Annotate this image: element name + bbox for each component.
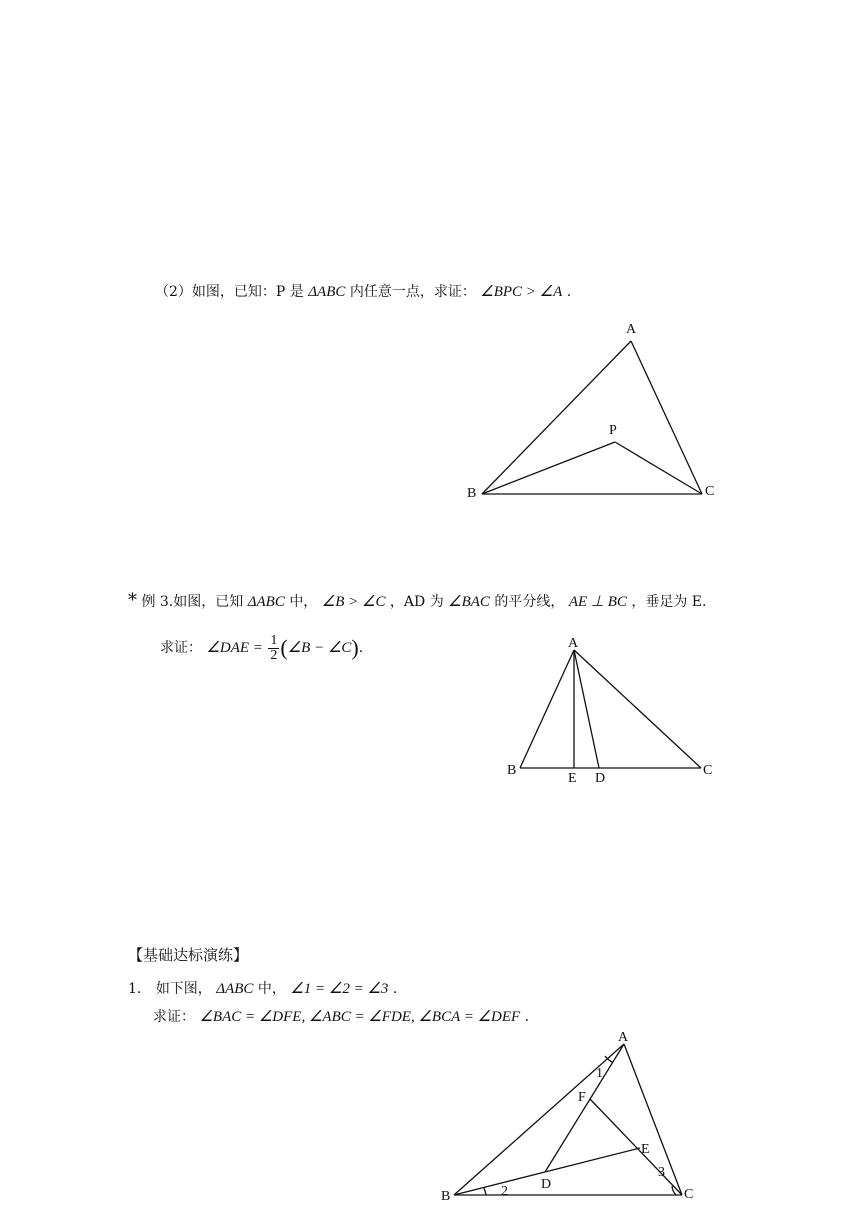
- item-text: 如下图，: [155, 981, 212, 997]
- segment-ac: [624, 1044, 682, 1195]
- fraction-denominator: 2: [270, 647, 278, 663]
- example3-end: .: [358, 640, 364, 656]
- figure-triangle-altitude-bisector: [507, 636, 712, 786]
- label-b: B: [467, 486, 477, 501]
- example3-triangle: ΔABC: [247, 594, 285, 610]
- label-2: 2: [501, 1184, 508, 1199]
- segment-ac: [574, 650, 701, 768]
- label-d: D: [541, 1177, 552, 1192]
- label-b: B: [507, 763, 517, 778]
- example3-star: *: [128, 590, 137, 611]
- label-1: 1: [596, 1066, 603, 1081]
- segment-ab: [482, 341, 631, 494]
- problem2-claim: ∠BPC > ∠A: [480, 284, 563, 300]
- example3-foot: ，垂足为 E.: [631, 594, 707, 610]
- label-f: F: [578, 1090, 586, 1105]
- label-p: P: [609, 423, 617, 438]
- example3-sep: ，AD 为: [389, 594, 444, 610]
- label-c: C: [684, 1187, 694, 1202]
- basics-prove-statement: ∠BAC = ∠DFE, ∠ABC = ∠FDE, ∠BCA = ∠DEF: [199, 1009, 521, 1025]
- paren-open: (: [280, 635, 288, 660]
- fraction-numerator: 1: [270, 632, 278, 648]
- angle-2-arc: [484, 1188, 486, 1195]
- label-b: B: [441, 1189, 451, 1204]
- item-number: 1.: [128, 981, 142, 997]
- figure-triangle-inner-def: [441, 1030, 693, 1204]
- basics-prove-label: 求证：: [153, 1009, 195, 1025]
- segment-cf: [590, 1099, 682, 1195]
- label-e: E: [568, 771, 577, 786]
- example3-intro: 例 3.如图，已知: [141, 594, 244, 610]
- example3-perpendicular: AE ⊥ BC: [568, 594, 627, 610]
- item-given-end: .: [392, 981, 398, 997]
- basics-heading: 【基础达标演练】: [128, 946, 249, 964]
- label-a: A: [626, 322, 637, 337]
- label-e: E: [641, 1142, 650, 1157]
- label-3: 3: [658, 1165, 665, 1180]
- label-a: A: [568, 636, 579, 651]
- segment-ac: [631, 341, 702, 494]
- problem2-prefix: （2）如图，已知：P 是: [155, 284, 304, 300]
- figure-triangle-abc-point-p: [467, 322, 714, 501]
- problem2-middle: 内任意一点，求证：: [349, 284, 476, 300]
- segment-pc: [615, 442, 702, 494]
- label-c: C: [703, 763, 713, 778]
- example3-prove-label: 求证：: [160, 640, 202, 656]
- example3-bisector: 的平分线，: [494, 594, 565, 610]
- example3-prove-lhs: ∠DAE =: [206, 640, 263, 656]
- basics-prove-end: .: [524, 1009, 530, 1025]
- label-d: D: [595, 771, 606, 786]
- segment-bp: [482, 442, 615, 494]
- problem2-end: .: [566, 284, 572, 300]
- example3-prove-rhs: ∠B − ∠C: [287, 640, 352, 656]
- paren-close: ): [351, 635, 359, 660]
- label-a: A: [618, 1030, 629, 1045]
- segment-ab: [520, 650, 574, 768]
- segment-ad: [545, 1044, 624, 1172]
- example3-zhong: 中，: [289, 594, 318, 610]
- example3-condition: ∠B > ∠C: [321, 594, 386, 610]
- item-zhong: 中，: [257, 981, 286, 997]
- problem2-triangle: ΔABC: [308, 284, 346, 300]
- example3-angle: ∠BAC: [448, 594, 490, 610]
- item-triangle: ΔABC: [216, 981, 254, 997]
- segment-ad: [574, 650, 599, 768]
- item-given: ∠1 = ∠2 = ∠3: [290, 981, 389, 997]
- label-c: C: [705, 484, 715, 499]
